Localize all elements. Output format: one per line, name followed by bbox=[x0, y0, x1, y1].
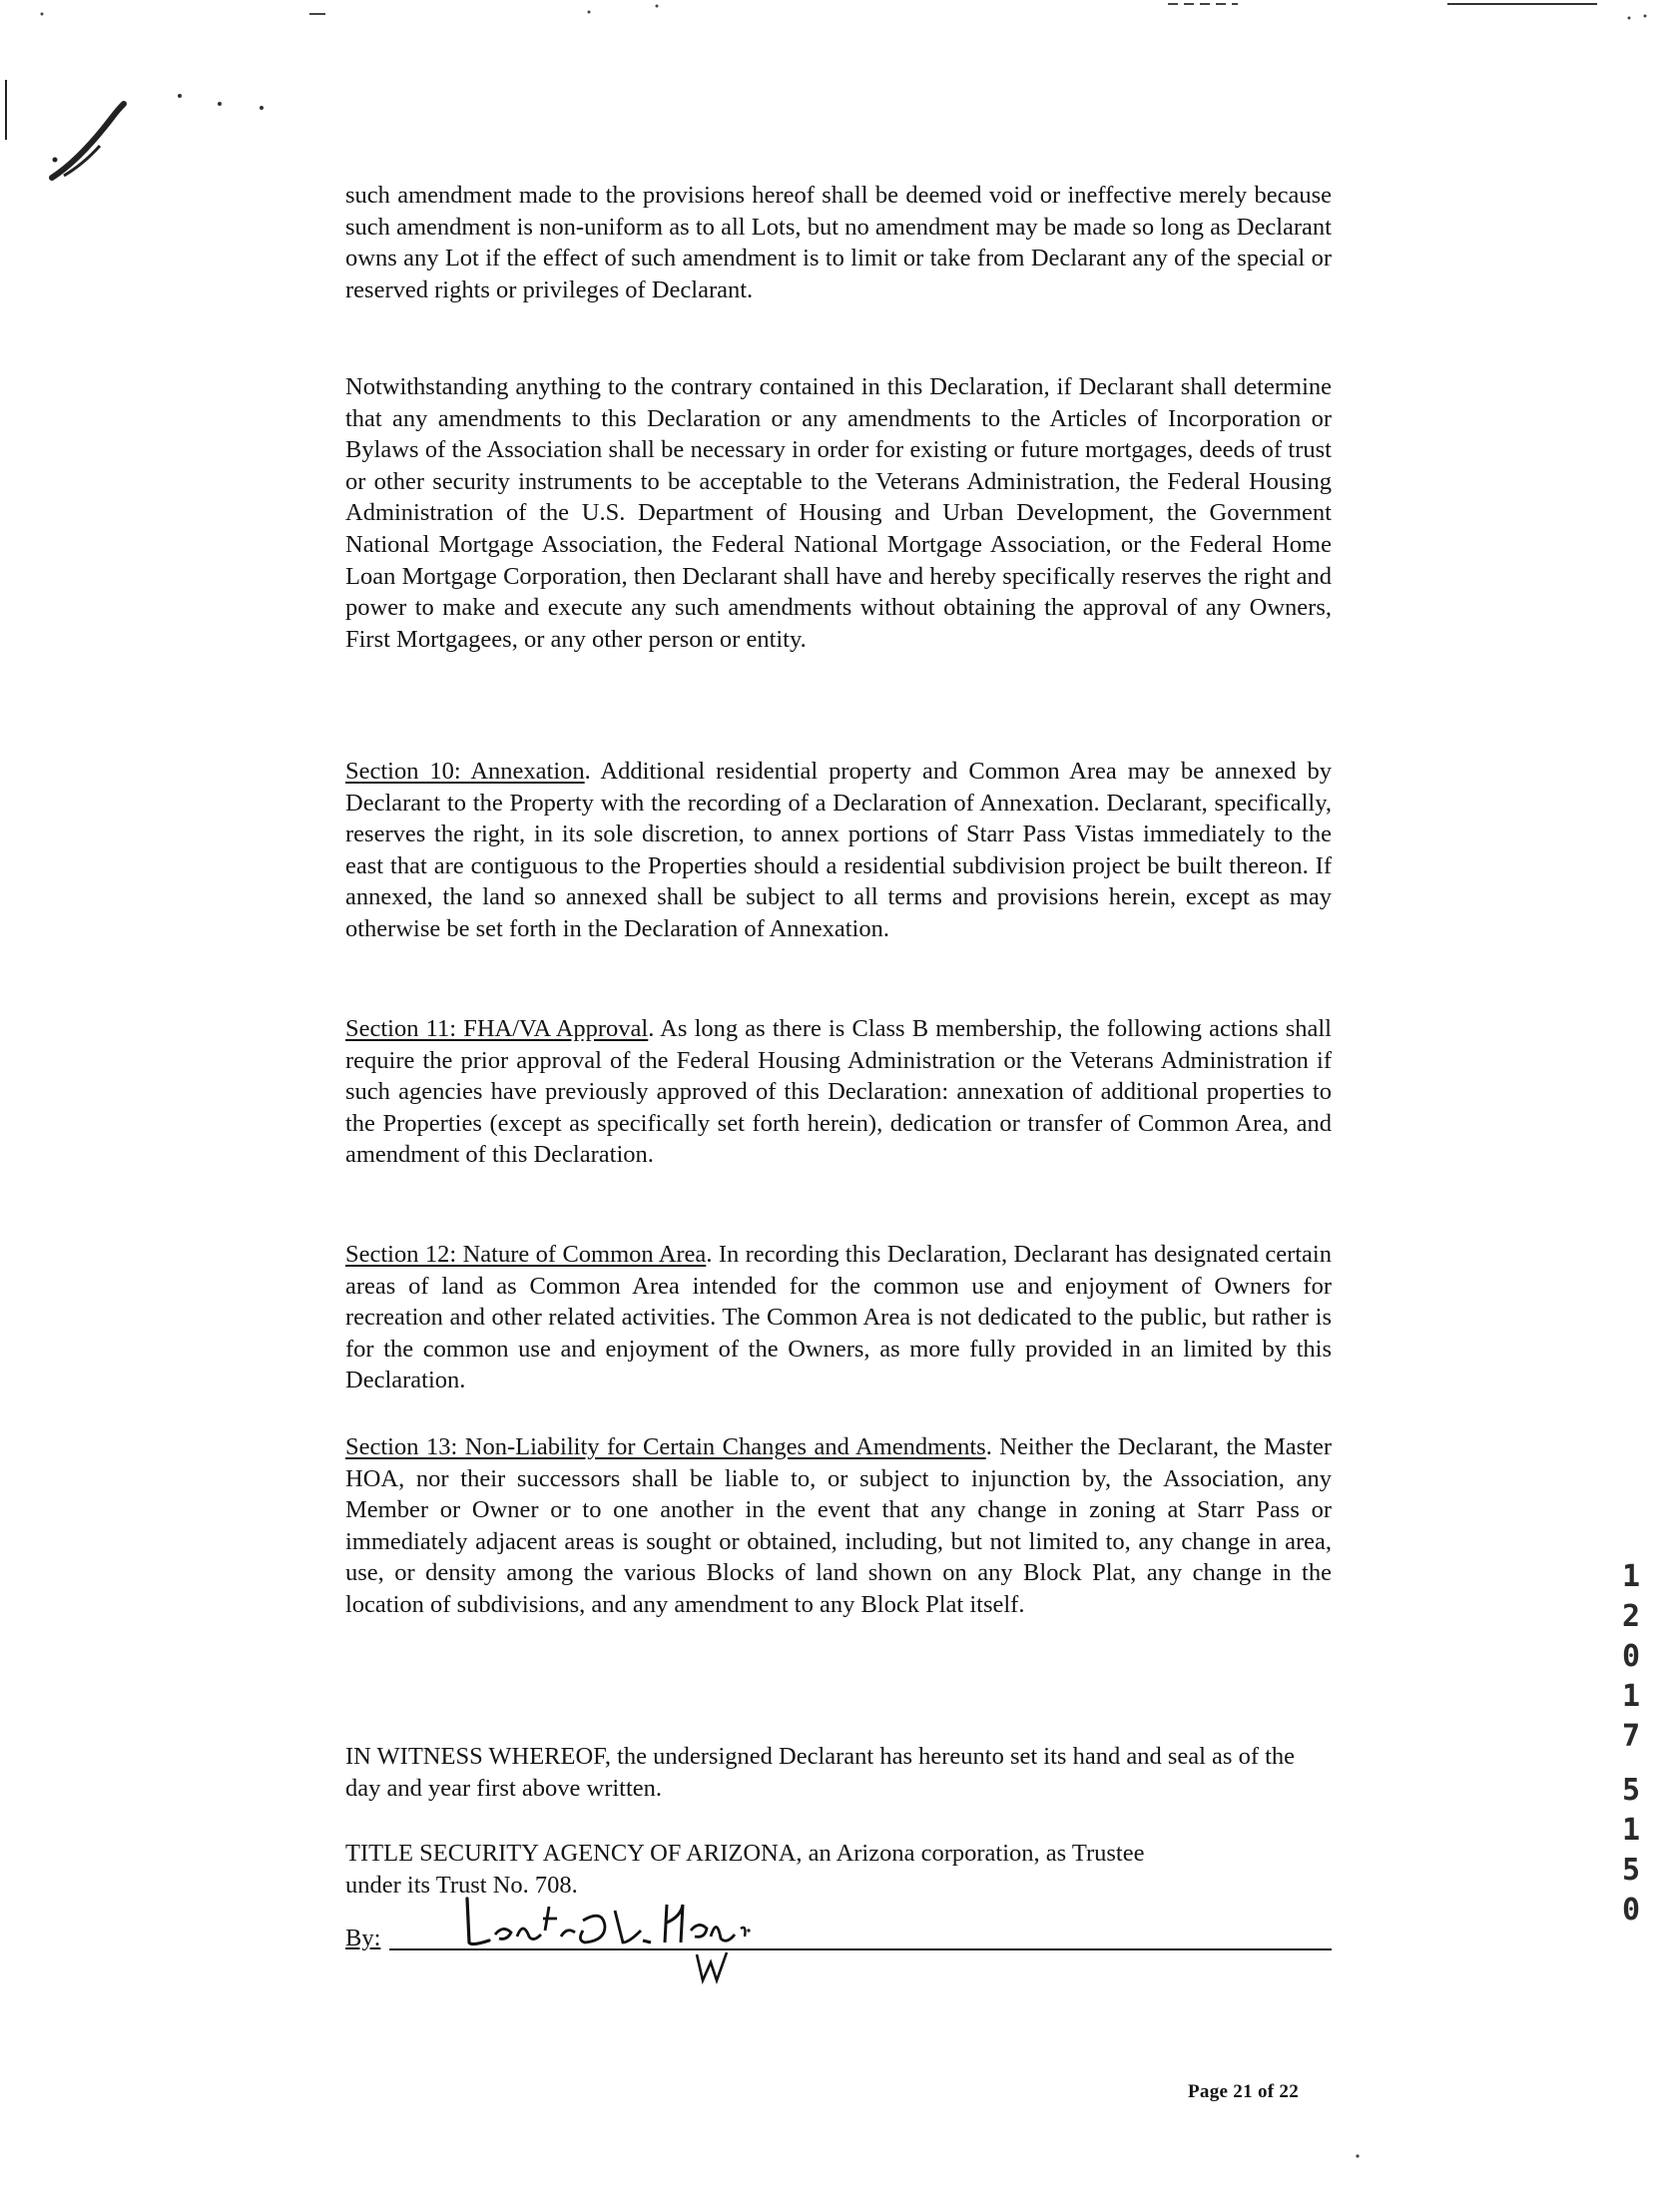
section-11-heading: Section 11: FHA/VA Approval bbox=[345, 1015, 649, 1042]
stamp-digit: 5 bbox=[1621, 1773, 1641, 1808]
section-10-annexation bbox=[345, 756, 1332, 945]
handwritten-signature bbox=[445, 1881, 805, 1990]
scan-artifact-bottom bbox=[1338, 2136, 1378, 2176]
recording-number-stamp bbox=[1609, 1557, 1653, 1931]
stamp-digit: 7 bbox=[1621, 1719, 1641, 1754]
page-number: Page 21 of 22 bbox=[1188, 2081, 1300, 2102]
stamp-digit: 2 bbox=[1621, 1599, 1641, 1634]
section-13-non-liability bbox=[345, 1431, 1332, 1621]
signature-block bbox=[345, 1899, 1332, 1958]
section-13-body: . Neither the Declarant, the Master HOA, nor their successors shall be liable to, or subject to injunction by, the Association, any Member or Owner or to one another in the event that any change in zoning at Starr Pass or immediately adjacent areas is sought or obtained, including, but not limited to, any change in area, use, or density among the various Blocks of land shown on any Block Plat, any change in the location of subdivisions, and any amendment to any Block Plat itself. bbox=[345, 1433, 1332, 1618]
trustee-line-1: TITLE SECURITY AGENCY OF ARIZONA, an Arizona corporation, as Trustee bbox=[345, 1840, 1145, 1867]
scan-artifact-top-edge bbox=[0, 0, 1674, 30]
section-12-heading: Section 12: Nature of Common Area bbox=[345, 1241, 707, 1268]
stamp-digit: 1 bbox=[1621, 1679, 1641, 1714]
paragraph-notwithstanding: Notwithstanding anything to the contrary contained in this Declaration, if Declarant shall determine that any amendments to this Declaration or any amendments to the Articles of Incorporation or Bylaws of the Association shall be necessary in order for existing or future mortgages, deeds of trust or other security instruments to be acceptable to the Veterans Administration, the Federal Housing Administration of the U.S. Department of Housing and Urban Development, the Government National Mortgage Association, the Federal National Mortgage Association, or the Federal Home Loan Mortgage Corporation, then Declarant shall have and hereby specifically reserves the right and power to make and execute any such amendments without obtaining the approval of any Owners, First Mortgagees, or any other person or entity. bbox=[345, 373, 1332, 653]
paragraph-amendment-continuation: such amendment made to the provisions hereof shall be deemed void or ineffective merely because such amendment is non-uniform as to all Lots, but no amendment may be made so long as Declarant owns any Lot if the effect of such amendment is to limit or take from Declarant any of the special or reserved rights or privileges of Declarant. bbox=[345, 182, 1332, 303]
stamp-gap bbox=[1609, 1757, 1653, 1771]
stamp-digit: 5 bbox=[1621, 1853, 1641, 1888]
stamp-digit: 0 bbox=[1621, 1639, 1641, 1674]
witness-clause: IN WITNESS WHEREOF, the undersigned Declarant has hereunto set its hand and seal as of the day and year first above written. bbox=[345, 1743, 1296, 1802]
stamp-digit: 1 bbox=[1621, 1559, 1641, 1594]
scan-artifact-top-left bbox=[0, 60, 289, 200]
section-11-fha-va-approval bbox=[345, 1013, 1332, 1171]
stamp-digit: 1 bbox=[1621, 1813, 1641, 1848]
section-11-body: . As long as there is Class B membership, the following actions shall require the prior approval of the Federal Housing Administration or the Veterans Administration if such agencies have previously approved of this Declaration: annexation of additional properties to the Properties (except as specifically set forth herein), dedication or transfer of Common Area, and amendment of this Declaration. bbox=[345, 1015, 1332, 1169]
trustee-line-2: under its Trust No. 708. bbox=[345, 1871, 578, 1899]
section-13-heading: Section 13: Non-Liability for Certain Changes and Amendments bbox=[345, 1433, 986, 1460]
section-12-nature-of-common-area bbox=[345, 1239, 1332, 1396]
stamp-digit: 0 bbox=[1621, 1893, 1641, 1928]
section-10-body: . Additional residential property and Common Area may be annexed by Declarant to the Property with the recording of a Declaration of Annexation. Declarant, specifically, reserves the right, in its sole discretion, to annex portions of Starr Pass Vistas immediately to the east that are contiguous to the Properties should a residential subdivision project be built thereon. If annexed, the land so annexed shall be subject to all terms and provisions herein, except as may otherwise be set forth in the Declaration of Annexation. bbox=[345, 758, 1333, 942]
section-12-body: . In recording this Declaration, Declarant has designated certain areas of land as Common Area intended for the common use and enjoyment of Owners for recreation and other related activities. The Common Area is not dedicated to the public, but rather is for the common use and enjoyment of the Owners, as more fully provided in an limited by this Declaration. bbox=[345, 1241, 1332, 1394]
by-label: By: bbox=[345, 1925, 381, 1951]
section-10-heading: Section 10: Annexation bbox=[345, 758, 585, 785]
